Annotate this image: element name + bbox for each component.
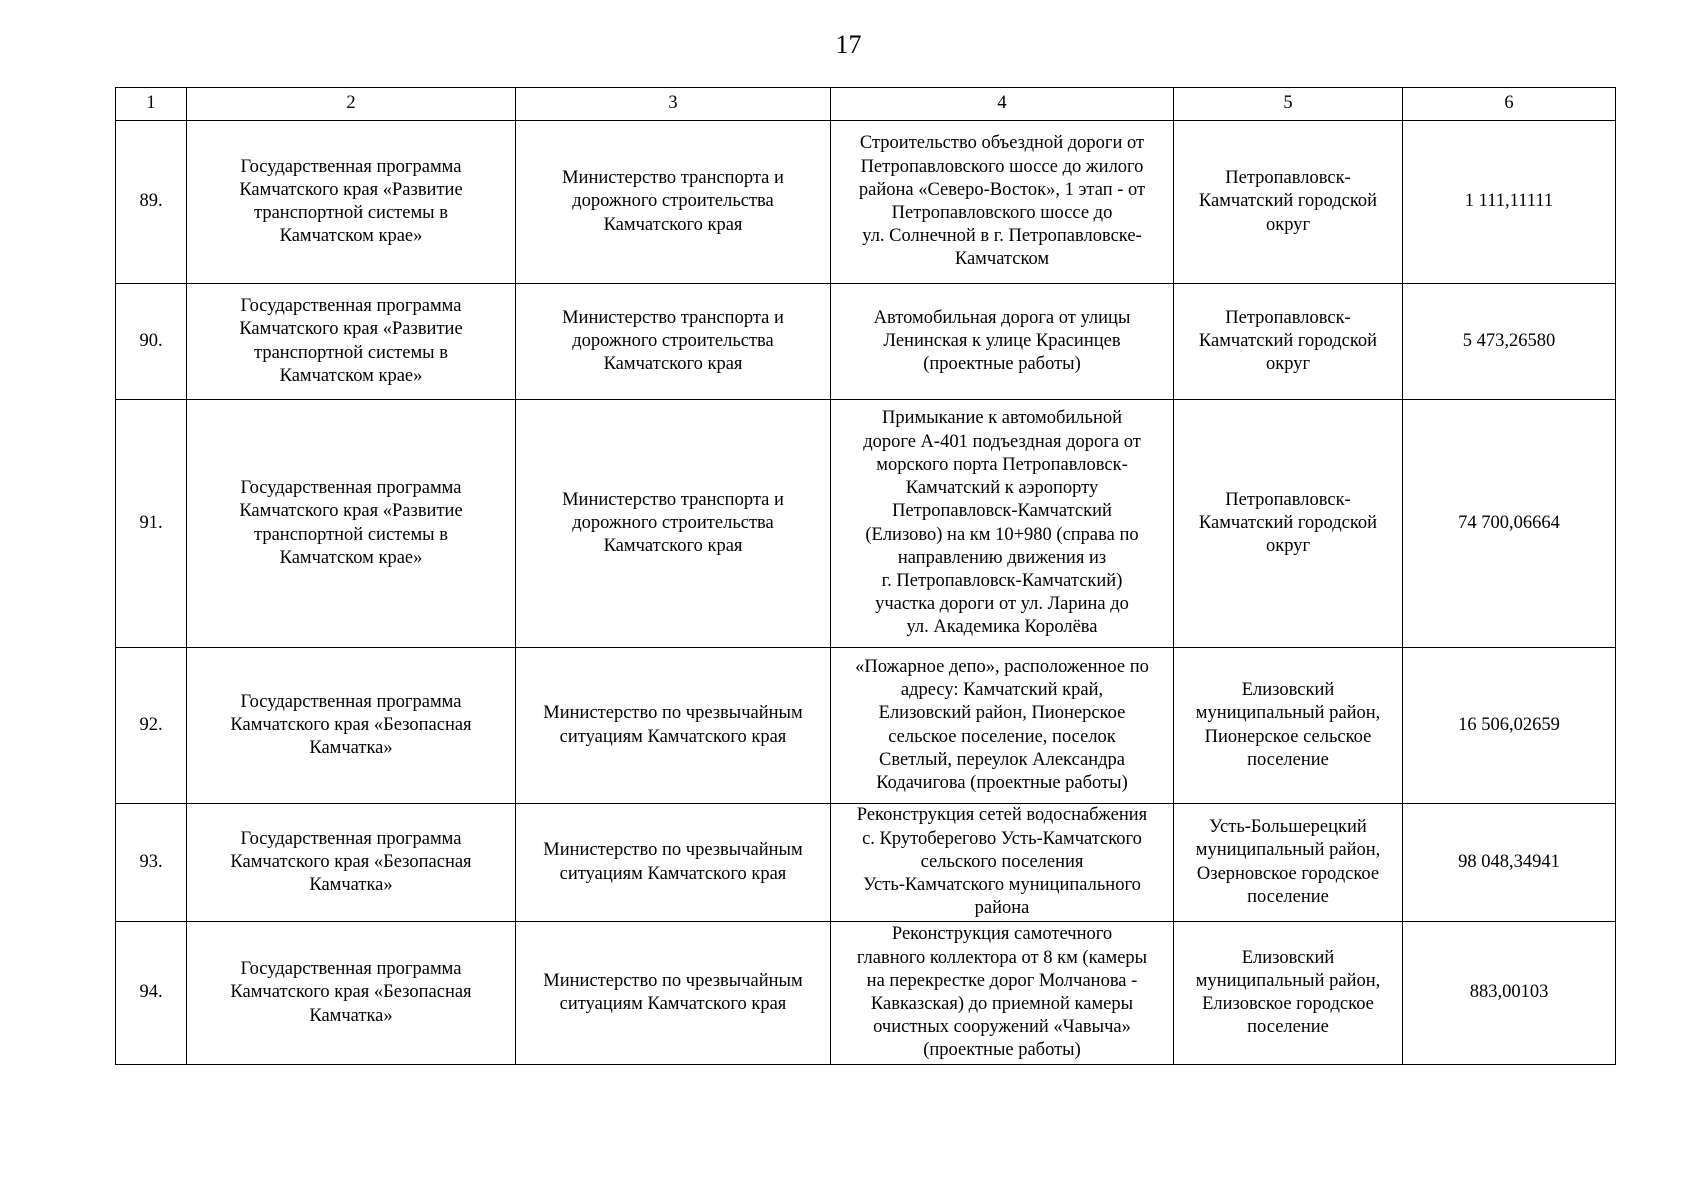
territory-cell: Елизовский муниципальный район, Елизовское городское поселение (1174, 922, 1403, 1065)
territory-cell: Елизовский муниципальный район, Пионерское сельское поселение (1174, 648, 1403, 804)
program-cell: Государственная программа Камчатского края «Безопасная Камчатка» (187, 648, 516, 804)
table-row (116, 922, 1616, 1065)
column-header-4: 4 (831, 88, 1174, 121)
amount-cell: 883,00103 (1403, 922, 1616, 1065)
page-number: 17 (835, 30, 862, 59)
program-cell: Государственная программа Камчатского края «Безопасная Камчатка» (187, 804, 516, 922)
row-number-cell: 93. (116, 804, 187, 922)
territory-cell: Петропавловск- Камчатский городской округ (1174, 400, 1403, 648)
row-number-cell: 94. (116, 922, 187, 1065)
column-header-2: 2 (187, 88, 516, 121)
table-row (116, 648, 1616, 804)
column-header-3: 3 (516, 88, 831, 121)
column-header-5: 5 (1174, 88, 1403, 121)
row-number-cell: 90. (116, 284, 187, 400)
object-cell: Строительство объездной дороги от Петропавловского шоссе до жилого района «Северо-Восток», 1 этап - от Петропавловского шоссе до ул. Солнечной в г. Петропавловске- Камчатском (831, 121, 1174, 284)
column-header-1: 1 (116, 88, 187, 121)
table-row (116, 284, 1616, 400)
object-cell: Реконструкция самотечного главного коллектора от 8 км (камеры на перекрестке дорог Молчанова - Кавказская) до приемной камеры очистных сооружений «Чавыча» (проектные работы) (831, 922, 1174, 1065)
object-cell: Примыкание к автомобильной дороге А-401 подъездная дорога от морского порта Петропавловск- Камчатский к аэропорту Петропавловск-Камчатский (Елизово) на км 10+980 (справа по направлению движения из г. Петропавловск-Камчатский) участка дороги от ул. Ларина до ул. Академика Королёва (831, 400, 1174, 648)
table-row (116, 400, 1616, 648)
program-cell: Государственная программа Камчатского края «Развитие транспортной системы в Камчатском крае» (187, 284, 516, 400)
territory-cell: Петропавловск- Камчатский городской округ (1174, 284, 1403, 400)
program-cell: Государственная программа Камчатского края «Безопасная Камчатка» (187, 922, 516, 1065)
table-row (116, 804, 1616, 922)
ministry-cell: Министерство транспорта и дорожного строительства Камчатского края (516, 121, 831, 284)
amount-cell: 16 506,02659 (1403, 648, 1616, 804)
territory-cell: Петропавловск- Камчатский городской округ (1174, 121, 1403, 284)
ministry-cell: Министерство по чрезвычайным ситуациям Камчатского края (516, 922, 831, 1065)
header-row (116, 88, 1616, 121)
row-number-cell: 92. (116, 648, 187, 804)
object-cell: «Пожарное депо», расположенное по адресу: Камчатский край, Елизовский район, Пионерское сельское поселение, поселок Светлый, переулок Александра Кодачигова (проектные работы) (831, 648, 1174, 804)
ministry-cell: Министерство транспорта и дорожного строительства Камчатского края (516, 400, 831, 648)
row-number-cell: 91. (116, 400, 187, 648)
column-header-6: 6 (1403, 88, 1616, 121)
object-cell: Автомобильная дорога от улицы Ленинская к улице Красинцев (проектные работы) (831, 284, 1174, 400)
amount-cell: 74 700,06664 (1403, 400, 1616, 648)
row-number-cell: 89. (116, 121, 187, 284)
program-cell: Государственная программа Камчатского края «Развитие транспортной системы в Камчатском крае» (187, 121, 516, 284)
table-row (116, 121, 1616, 284)
ministry-cell: Министерство по чрезвычайным ситуациям Камчатского края (516, 804, 831, 922)
amount-cell: 5 473,26580 (1403, 284, 1616, 400)
territory-cell: Усть-Большерецкий муниципальный район, Озерновское городское поселение (1174, 804, 1403, 922)
program-cell: Государственная программа Камчатского края «Развитие транспортной системы в Камчатском крае» (187, 400, 516, 648)
object-cell: Реконструкция сетей водоснабжения с. Крутоберегово Усть-Камчатского сельского поселения Усть-Камчатского муниципального района (831, 804, 1174, 922)
ministry-cell: Министерство по чрезвычайным ситуациям Камчатского края (516, 648, 831, 804)
data-table (115, 87, 1616, 1065)
ministry-cell: Министерство транспорта и дорожного строительства Камчатского края (516, 284, 831, 400)
amount-cell: 98 048,34941 (1403, 804, 1616, 922)
amount-cell: 1 111,11111 (1403, 121, 1616, 284)
